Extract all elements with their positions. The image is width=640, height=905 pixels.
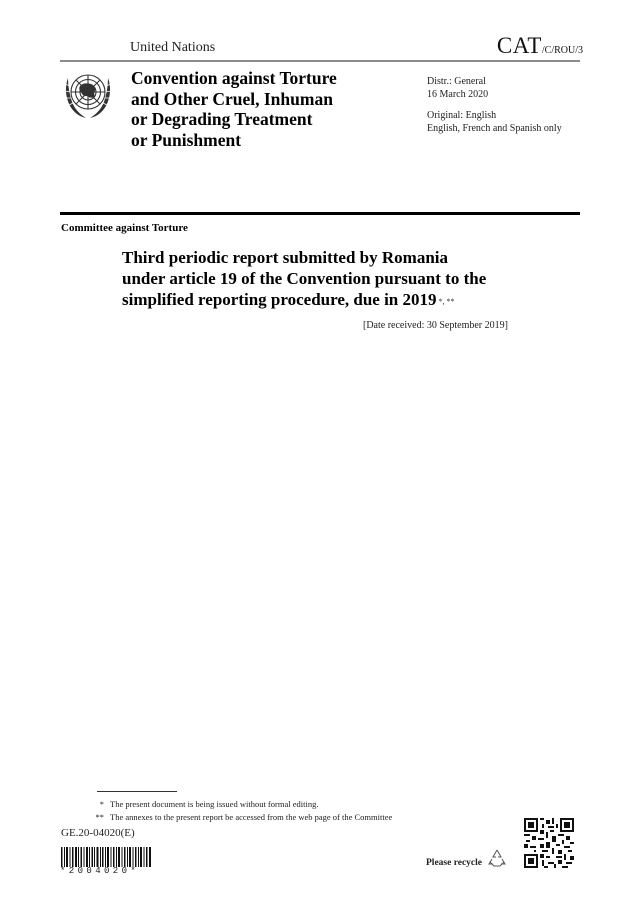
footnote-text: The annexes to the present report be accessed from the web page of the Committee bbox=[110, 812, 393, 822]
job-number: GE.20-04020(E) bbox=[61, 827, 135, 839]
footnote-mark: ** bbox=[95, 812, 104, 822]
convention-title bbox=[131, 68, 337, 150]
un-emblem-icon bbox=[60, 66, 116, 122]
convention-title-line: and Other Cruel, Inhuman bbox=[131, 88, 333, 109]
section-rule bbox=[60, 212, 580, 215]
organization-name: United Nations bbox=[130, 40, 216, 55]
report-title-line: under article 19 of the Convention pursuant to the bbox=[122, 269, 487, 288]
barcode-number: *2004020* bbox=[60, 866, 140, 876]
document-symbol bbox=[497, 33, 583, 59]
convention-title-line: Convention against Torture bbox=[131, 68, 337, 88]
recycle-icon bbox=[487, 848, 507, 868]
footnote-item bbox=[88, 798, 392, 811]
qr-code-icon bbox=[524, 818, 574, 868]
footnote-rule bbox=[97, 791, 177, 792]
report-title bbox=[122, 247, 542, 312]
committee-name: Committee against Torture bbox=[61, 222, 188, 234]
report-title-line: simplified reporting procedure, due in 2019 bbox=[122, 290, 437, 309]
document-symbol-main: CAT bbox=[496, 33, 542, 58]
distribution-block bbox=[427, 76, 562, 135]
footnotes bbox=[88, 798, 392, 824]
footnote-text: The present document is being issued without formal editing. bbox=[110, 799, 319, 809]
barcode-icon bbox=[61, 847, 151, 867]
distribution-type: Distr.: General bbox=[427, 76, 486, 87]
footnote-marks: *, ** bbox=[438, 297, 455, 306]
footnote-mark: * bbox=[99, 799, 104, 809]
recycle-label: Please recycle bbox=[426, 858, 482, 868]
issue-date: 16 March 2020 bbox=[427, 88, 489, 100]
available-languages: English, French and Spanish only bbox=[427, 122, 562, 134]
report-title-line: Third periodic report submitted by Romania bbox=[122, 248, 449, 267]
original-language: Original: English bbox=[427, 110, 497, 121]
date-received: [Date received: 30 September 2019] bbox=[363, 320, 508, 331]
convention-title-line: or Degrading Treatment bbox=[131, 109, 313, 129]
footnote-item bbox=[88, 811, 392, 824]
header-rule bbox=[60, 60, 580, 62]
convention-title-line: or Punishment bbox=[131, 129, 242, 150]
document-symbol-suffix: /C/ROU/3 bbox=[541, 45, 583, 56]
